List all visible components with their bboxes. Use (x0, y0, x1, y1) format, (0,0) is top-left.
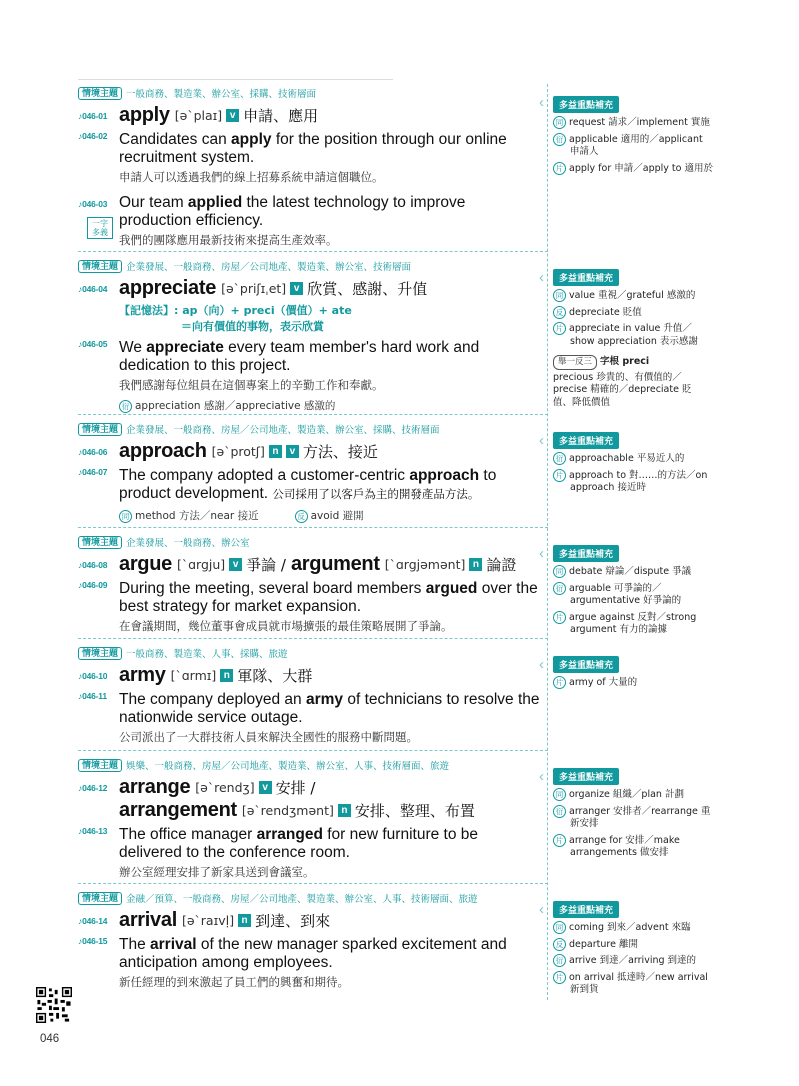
audio-track[interactable]: ♪046-02 (78, 131, 108, 141)
headword: approach (119, 440, 207, 462)
meaning: 爭論 / (246, 556, 286, 574)
derivatives: 衍 appreciation 感謝／appreciative 感激的 (119, 398, 540, 413)
sentence-en: Candidates can apply for the position through our online recruitment system. (119, 131, 507, 166)
audio-track[interactable]: ♪046-08 (78, 559, 108, 570)
phonetic: [əˋprotʃ] (211, 444, 265, 459)
theme-list: 企業發展、一般商務、辦公室 (126, 538, 250, 549)
pos-badge: v (259, 781, 272, 794)
example-sentence (78, 467, 540, 503)
sentence-en: The arrival of the new manager sparked excitement and anticipation among employees. (119, 936, 507, 971)
meaning: 到達、到來 (255, 912, 331, 930)
theme-list: 一般商務、製造業、辦公室、採購、技術層面 (126, 89, 317, 100)
example-sentence (78, 339, 540, 393)
phonetic: [əˋraɪvḷ] (181, 913, 235, 928)
qr-code-icon[interactable] (36, 987, 72, 1023)
theme-list: 企業發展、一般商務、房屋／公司地產、製造業、辦公室、採購、技術層面 (126, 425, 440, 436)
pos-badge: v (229, 558, 242, 571)
entry-appreciate (78, 259, 540, 413)
pos-badge: n (338, 804, 351, 817)
theme-tag: 情境主題 (78, 536, 122, 549)
side-tag: 多益重點補充 (553, 545, 619, 562)
page-number: 046 (40, 1033, 60, 1045)
sentence-en: The company adopted a customer-centric approach to product development. 公司採用了以客戶為主的開發產品方法。 (119, 467, 497, 502)
sentence-zh: 申請人可以透過我們的線上招募系統申請這個職位。 (119, 170, 384, 184)
theme-tag: 情境主題 (78, 892, 122, 905)
headword-row (78, 909, 540, 932)
pos-badge: n (220, 669, 233, 682)
sentence-zh: 我們的團隊應用最新技術來提高生產效率。 (119, 233, 338, 247)
root-note: 舉一反三 字根 preci (553, 355, 728, 370)
headword-2: argument (290, 553, 380, 575)
side-note: 衍 arranger 安排者／rearrange 重 新安排 (553, 805, 728, 831)
root-badge: 舉一反三 (553, 355, 597, 370)
sentence-en: Our team applied the latest technology to improve production efficiency. (119, 194, 466, 229)
entry-arrival (78, 891, 540, 990)
audio-track[interactable]: ♪046-04 (78, 283, 108, 294)
pos-badge: v (286, 445, 299, 458)
headword: arrange (119, 776, 191, 798)
meaning-2: 安排、整理、布置 (354, 802, 475, 820)
section-divider (78, 251, 548, 252)
chevron-icon: ‹ (539, 656, 544, 673)
pos-badge: v (226, 109, 239, 122)
entry-approach (78, 422, 540, 523)
polysemy-badge: 一字多義 (87, 217, 113, 239)
meaning: 安排 / (275, 779, 316, 797)
sentence-zh: 公司採用了以客戶為主的開發產品方法。 (272, 487, 480, 501)
side-notes-arrange (553, 767, 728, 860)
theme-tag: 情境主題 (78, 423, 122, 436)
headword: apply (119, 104, 170, 126)
pos-badge: n (238, 914, 251, 927)
side-note: 片 apply for 申請／apply to 適用於 (553, 162, 728, 176)
example-sentence (78, 936, 540, 990)
chevron-icon: ‹ (539, 901, 544, 918)
phonetic: [əˋplaɪ] (174, 108, 223, 123)
side-note: 片 army of 大量的 (553, 676, 728, 690)
chevron-icon: ‹ (539, 545, 544, 562)
headword-row-2 (78, 799, 540, 822)
theme-row (78, 646, 540, 660)
side-note: 同 debate 辯論／dispute 爭議 (553, 565, 728, 579)
phonetic: [ˋɑrgju] (176, 557, 226, 572)
phonetic: [əˋpriʃɪˌet] (221, 281, 287, 296)
audio-track[interactable]: ♪046-11 (78, 691, 107, 701)
side-note: 片 on arrival 抵達時／new arrival 新到貨 (553, 971, 728, 997)
sentence-en: We appreciate every team member's hard work and dedication to this project. (119, 339, 480, 374)
entry-army (78, 646, 540, 745)
side-note: 衍 applicable 適用的／applicant 申請人 (553, 133, 728, 159)
audio-track[interactable]: ♪046-10 (78, 670, 108, 681)
audio-track[interactable]: ♪046-15 (78, 936, 108, 946)
side-note: 片 arrange for 安排／make arrangements 做安排 (553, 834, 728, 860)
phonetic-2: [ˋɑrgjəmənt] (384, 557, 466, 572)
chevron-icon: ‹ (539, 768, 544, 785)
section-divider (78, 527, 548, 528)
meaning: 欣賞、感謝、升值 (307, 280, 428, 298)
theme-row (78, 259, 540, 273)
chevron-icon: ‹ (539, 269, 544, 286)
side-notes-arrival (553, 900, 728, 997)
pos-badge: n (269, 445, 282, 458)
audio-track[interactable]: ♪046-09 (78, 580, 108, 590)
side-notes-approach (553, 431, 728, 495)
theme-tag: 情境主題 (78, 260, 122, 273)
example-sentence (78, 691, 540, 745)
meaning: 軍隊、大群 (237, 667, 313, 685)
pos-badge: n (469, 558, 482, 571)
theme-row (78, 891, 540, 905)
theme-list: 金融／預算、一般商務、房屋／公司地產、製造業、辦公室、人事、技術層面、旅遊 (126, 894, 478, 905)
phonetic-2: [əˋrendʒmənt] (241, 803, 334, 818)
pos-badge: v (290, 282, 303, 295)
side-note: 反 depreciate 貶值 (553, 306, 728, 320)
sentence-zh: 新任經理的到來激起了員工們的興奮和期待。 (119, 975, 349, 989)
sentence-zh: 我們感謝每位組員在這個專案上的辛勤工作和奉獻。 (119, 378, 384, 392)
headword-row (78, 776, 540, 799)
audio-track[interactable]: ♪046-13 (78, 826, 108, 836)
side-note: 片 appreciate in value 升值／ show appreciation 表示感謝 (553, 322, 728, 348)
headword-row (78, 664, 540, 687)
entry-apply (78, 86, 540, 248)
theme-row (78, 535, 540, 549)
phonetic: [ˋɑrmɪ] (170, 668, 217, 683)
example-sentence (78, 194, 540, 248)
root-examples: precious 珍貴的、有價值的／ precise 精確的／depreciate 貶 值、降低價值 (553, 371, 692, 408)
theme-list: 一般商務、製造業、人事、採購、旅遊 (126, 649, 288, 660)
sentence-zh: 在會議期間，幾位董事會成員就市場擴張的最佳策略展開了爭論。 (119, 619, 453, 633)
example-sentence (78, 131, 540, 185)
theme-list: 企業發展、一般商務、房屋／公司地產、製造業、辦公室、技術層面 (126, 262, 412, 273)
headword-2: arrangement (119, 799, 237, 821)
headword: appreciate (119, 277, 217, 299)
side-tag: 多益重點補充 (553, 768, 619, 785)
audio-track[interactable]: ♪046-01 (78, 110, 108, 121)
side-tag: 多益重點補充 (553, 96, 619, 113)
entry-arrange (78, 758, 540, 880)
derivatives: 同 method 方法／near 接近 反 avoid 避開 (119, 508, 540, 523)
theme-list: 娛樂、一般商務、房屋／公司地產、製造業、辦公室、人事、技術層面、旅遊 (126, 761, 450, 772)
section-divider (78, 638, 548, 639)
meaning-2: 論證 (486, 556, 517, 574)
column-divider (547, 84, 548, 1000)
section-divider (78, 883, 548, 884)
theme-row (78, 758, 540, 772)
audio-track[interactable]: ♪046-05 (78, 339, 108, 349)
theme-row (78, 86, 540, 100)
example-sentence (78, 580, 540, 634)
theme-tag: 情境主題 (78, 87, 122, 100)
side-notes-appreciate (553, 268, 728, 409)
side-tag: 多益重點補充 (553, 269, 619, 286)
example-sentence (78, 826, 540, 880)
side-note: 同 value 重視／grateful 感激的 (553, 289, 728, 303)
audio-track[interactable]: ♪046-07 (78, 467, 108, 477)
section-divider (78, 750, 548, 751)
side-note: 同 coming 到來／advent 來臨 (553, 921, 728, 935)
headword-row (78, 104, 540, 127)
side-note: 反 departure 離開 (553, 938, 728, 952)
side-note: 片 argue against 反對／strong argument 有力的論據 (553, 611, 728, 637)
memory-tip: 【記憶法】: ap（向）+ preci（價值）+ ate ＝向有價值的事物，表示欣賞 (119, 304, 352, 333)
section-divider (78, 414, 548, 415)
meaning: 申請、應用 (243, 107, 319, 125)
headword: argue (119, 553, 172, 575)
sentence-en: The company deployed an army of technicians to resolve the nationwide service outage. (119, 691, 540, 726)
sentence-en: During the meeting, several board members argued over the best strategy for market expansion. (119, 580, 538, 615)
audio-track[interactable]: ♪046-06 (78, 446, 108, 457)
chevron-icon: ‹ (539, 432, 544, 449)
theme-tag: 情境主題 (78, 759, 122, 772)
side-note: 衍 arguable 可爭論的／ argumentative 好爭論的 (553, 582, 728, 608)
entry-argue (78, 535, 540, 634)
side-tag: 多益重點補充 (553, 432, 619, 449)
theme-row (78, 422, 540, 436)
top-rule (78, 79, 393, 80)
side-note: 同 request 請求／implement 實施 (553, 116, 728, 130)
meaning: 方法、接近 (302, 443, 378, 461)
headword: arrival (119, 909, 177, 931)
side-note: 片 approach to 對……的方法／on approach 接近時 (553, 469, 728, 495)
sentence-en: The office manager arranged for new furniture to be delivered to the conference room. (119, 826, 479, 861)
audio-track[interactable]: ♪046-12 (78, 782, 108, 793)
sentence-zh: 公司派出了一大群技術人員來解決全國性的服務中斷問題。 (119, 730, 418, 744)
sentence-zh: 辦公室經理安排了新家具送到會議室。 (119, 865, 315, 879)
side-notes-apply (553, 95, 728, 175)
side-note: 同 organize 組織／plan 計劃 (553, 788, 728, 802)
side-note: 衍 approachable 平易近人的 (553, 452, 728, 466)
headword: army (119, 664, 166, 686)
audio-track[interactable]: ♪046-14 (78, 915, 108, 926)
side-notes-argue (553, 544, 728, 637)
side-tag: 多益重點補充 (553, 901, 619, 918)
headword-row (78, 553, 540, 576)
phonetic: [əˋrendʒ] (195, 780, 255, 795)
headword-row (78, 277, 540, 300)
chevron-icon: ‹ (539, 94, 544, 111)
side-tag: 多益重點補充 (553, 656, 619, 673)
audio-track[interactable]: ♪046-03 (78, 199, 108, 209)
side-note: 衍 arrive 到達／arriving 到達的 (553, 954, 728, 968)
headword-row (78, 440, 540, 463)
theme-tag: 情境主題 (78, 647, 122, 660)
side-notes-army (553, 655, 728, 690)
